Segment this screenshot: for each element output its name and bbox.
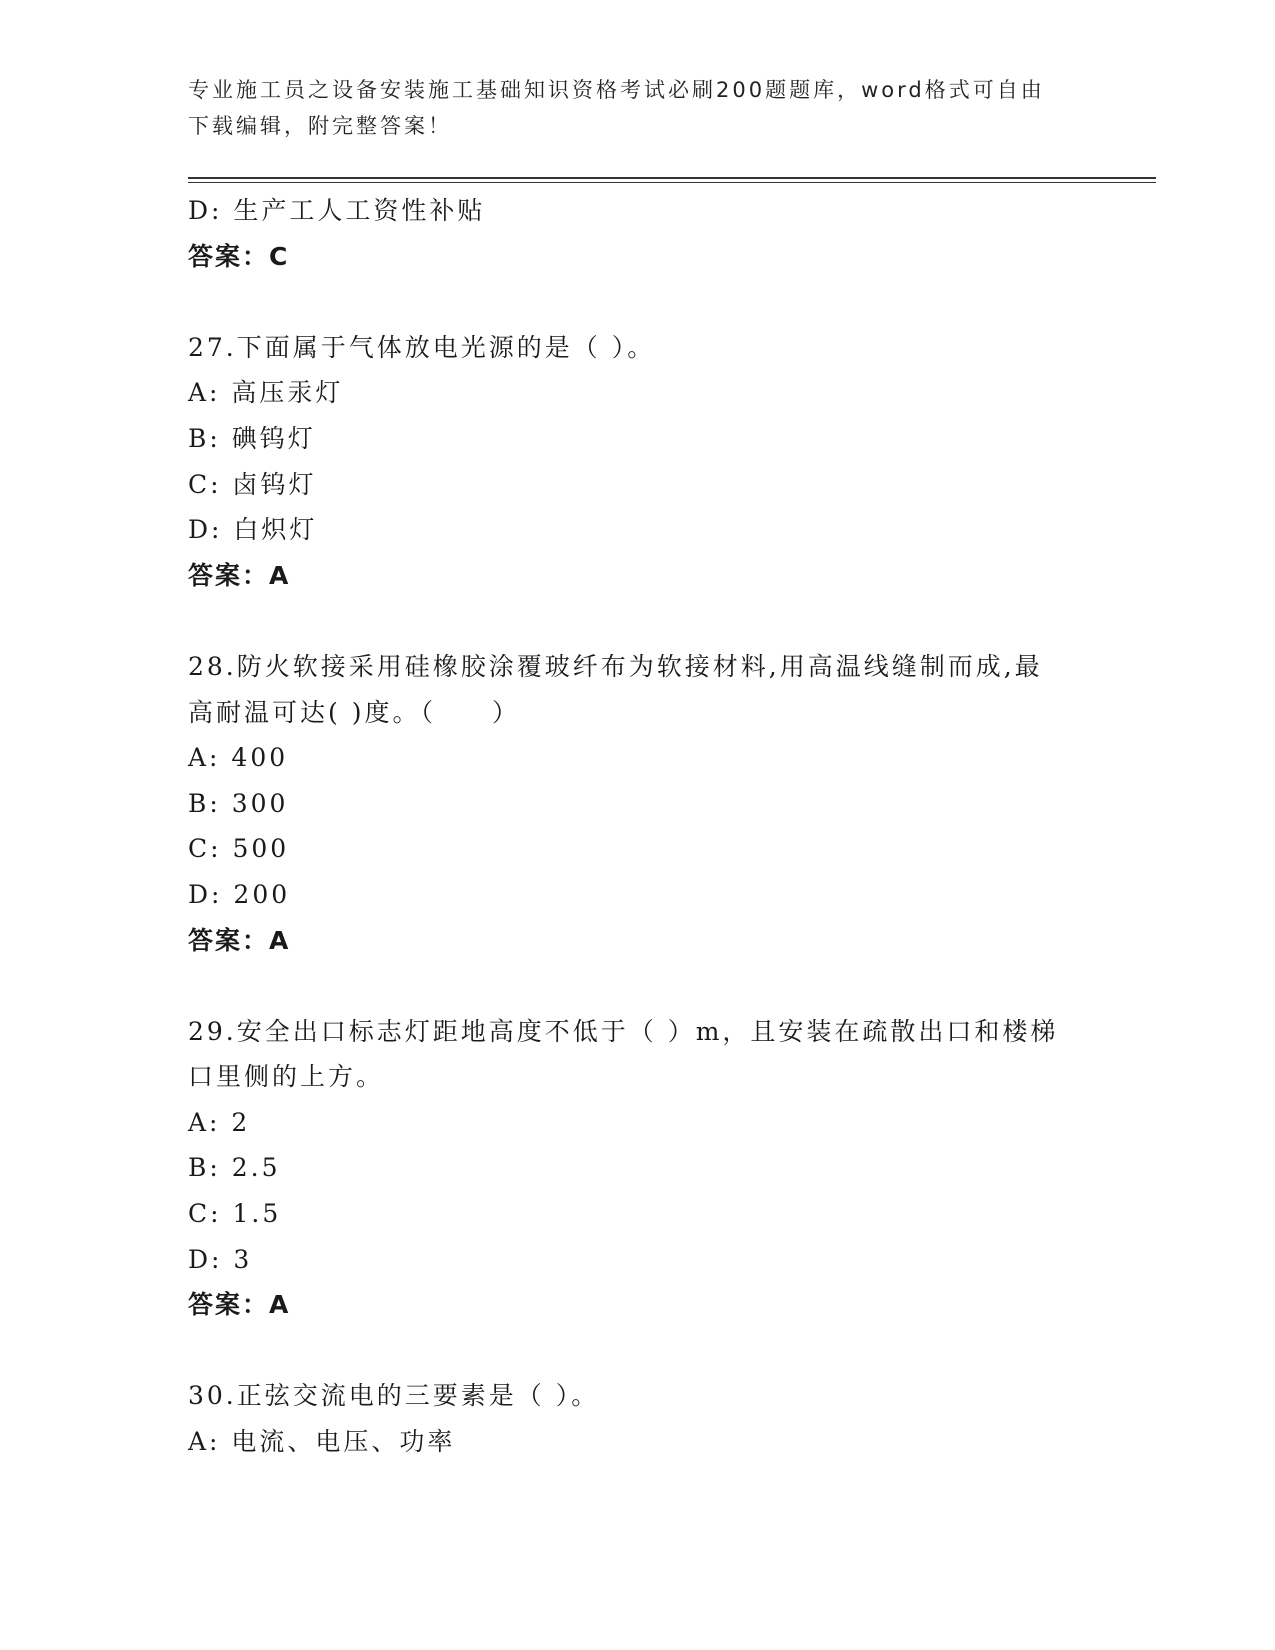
question-27-option-c: C: 卤钨灯 bbox=[188, 469, 317, 499]
question-29-answer: 答案：A bbox=[188, 1290, 291, 1320]
question-28-text-line-2: 高耐温可达( )度。（ ） bbox=[188, 697, 520, 727]
spacer bbox=[188, 1328, 1088, 1374]
spacer bbox=[188, 963, 1088, 1009]
question-list bbox=[188, 188, 1088, 1465]
question-30-option-a: A: 电流、电压、功率 bbox=[188, 1427, 456, 1457]
spacer bbox=[188, 279, 1088, 325]
question-30-text: 30.正弦交流电的三要素是（ ）。 bbox=[188, 1381, 600, 1411]
question-27-text: 27.下面属于气体放电光源的是（ ）。 bbox=[188, 332, 656, 362]
question-27-option-a: A: 高压汞灯 bbox=[188, 378, 344, 408]
header-line-2: 下载编辑，附完整答案！ bbox=[188, 114, 452, 138]
question-30 bbox=[188, 1373, 1088, 1464]
question-28 bbox=[188, 644, 1088, 963]
header-line-1: 专业施工员之设备安装施工基础知识资格考试必刷200题题库，word格式可自由 bbox=[188, 78, 1045, 102]
spacer bbox=[188, 598, 1088, 644]
question-27-option-d: D: 白炽灯 bbox=[188, 515, 318, 545]
document-header bbox=[188, 72, 1068, 144]
question-27-answer: 答案：A bbox=[188, 560, 291, 590]
question-28-option-a: A: 400 bbox=[188, 743, 289, 773]
question-27-option-b: B: 碘钨灯 bbox=[188, 423, 316, 453]
header-divider-bottom bbox=[188, 182, 1156, 183]
question-28-option-d: D: 200 bbox=[188, 879, 291, 909]
header-divider-top bbox=[188, 177, 1156, 179]
question-29 bbox=[188, 1009, 1088, 1328]
question-27 bbox=[188, 325, 1088, 599]
question-28-text-line-1: 28.防火软接采用硅橡胶涂覆玻纤布为软接材料,用高温线缝制而成,最 bbox=[188, 651, 1043, 681]
question-29-option-c: C: 1.5 bbox=[188, 1199, 282, 1229]
question-29-option-d: D: 3 bbox=[188, 1244, 253, 1274]
question-28-option-c: C: 500 bbox=[188, 834, 290, 864]
question-29-text-line-1: 29.安全出口标志灯距地高度不低于（ ）m，且安装在疏散出口和楼梯 bbox=[188, 1016, 1059, 1046]
question-29-text-line-2: 口里侧的上方。 bbox=[188, 1062, 385, 1092]
question-28-answer: 答案：A bbox=[188, 925, 291, 955]
question-29-option-a: A: 2 bbox=[188, 1107, 251, 1137]
question-28-option-b: B: 300 bbox=[188, 788, 289, 818]
question-29-option-b: B: 2.5 bbox=[188, 1153, 281, 1183]
prev-option-d: D: 生产工人工资性补贴 bbox=[188, 196, 486, 225]
prev-answer: 答案：C bbox=[188, 241, 290, 271]
